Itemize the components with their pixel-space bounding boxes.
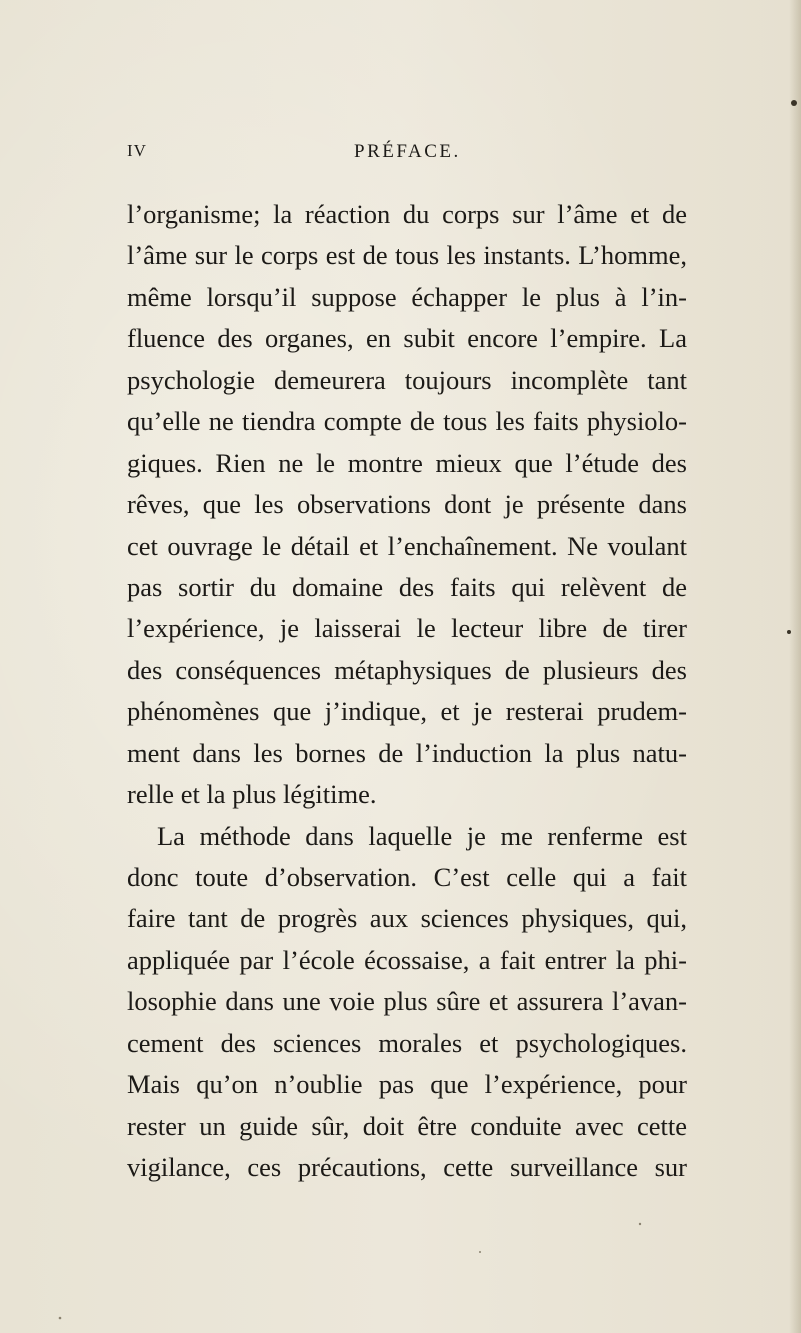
text-line: faire tant de progrès aux sciences physiques, qui, xyxy=(127,903,687,934)
text-line: appliquée par l’école écossaise, a fait entrer la phi- xyxy=(127,944,687,975)
text-line: l’expérience, je laisserai le lecteur libre de tirer xyxy=(127,613,687,644)
text-line: l’âme sur le corps est de tous les instants. L’homme, xyxy=(127,240,687,271)
text-line: cement des sciences morales et psychologiques. xyxy=(127,1027,687,1058)
running-title: PRÉFACE. xyxy=(354,141,461,162)
text-line: pas sortir du domaine des faits qui relèvent de xyxy=(127,571,687,602)
ink-speck xyxy=(59,1317,62,1320)
text-line: losophie dans une voie plus sûre et assurera l’avan- xyxy=(127,986,687,1017)
page-number: IV xyxy=(127,141,147,160)
text-line: giques. Rien ne le montre mieux que l’étude des xyxy=(127,447,687,478)
paragraph-first-line: La méthode dans laquelle je me renferme est xyxy=(157,820,687,851)
ink-speck xyxy=(479,1251,481,1253)
ink-speck xyxy=(791,100,797,106)
text-line: ment dans les bornes de l’induction la plus natu- xyxy=(127,737,687,768)
text-line: cet ouvrage le détail et l’enchaînement. Ne voulant xyxy=(127,530,687,561)
text-line: rester un guide sûr, doit être conduite avec cette xyxy=(127,1110,687,1141)
text-line: psychologie demeurera toujours incomplète tant xyxy=(127,364,687,395)
body-text xyxy=(127,194,687,1189)
ink-speck xyxy=(787,630,791,634)
text-line: donc toute d’observation. C’est celle qui a fait xyxy=(127,862,687,892)
text-line: qu’elle ne tiendra compte de tous les faits physiolo- xyxy=(127,406,687,437)
text-line: fluence des organes, en subit encore l’empire. La xyxy=(127,323,687,354)
text-line: vigilance, ces précautions, cette surveillance sur xyxy=(127,1152,687,1183)
text-line: des conséquences métaphysiques de plusieurs des xyxy=(127,654,687,685)
text-line: phénomènes que j’indique, et je resterai prudem- xyxy=(127,696,687,727)
text-line: l’organisme; la réaction du corps sur l’âme et de xyxy=(127,199,687,229)
running-head xyxy=(127,141,687,169)
ink-speck xyxy=(639,1223,641,1225)
text-line: rêves, que les observations dont je présente dans xyxy=(127,489,687,520)
text-line: Mais qu’on n’oublie pas que l’expérience, pour xyxy=(127,1069,687,1100)
paragraph-last-line: relle et la plus légitime. xyxy=(127,779,377,810)
text-line: même lorsqu’il suppose échapper le plus à l’in- xyxy=(127,281,687,312)
